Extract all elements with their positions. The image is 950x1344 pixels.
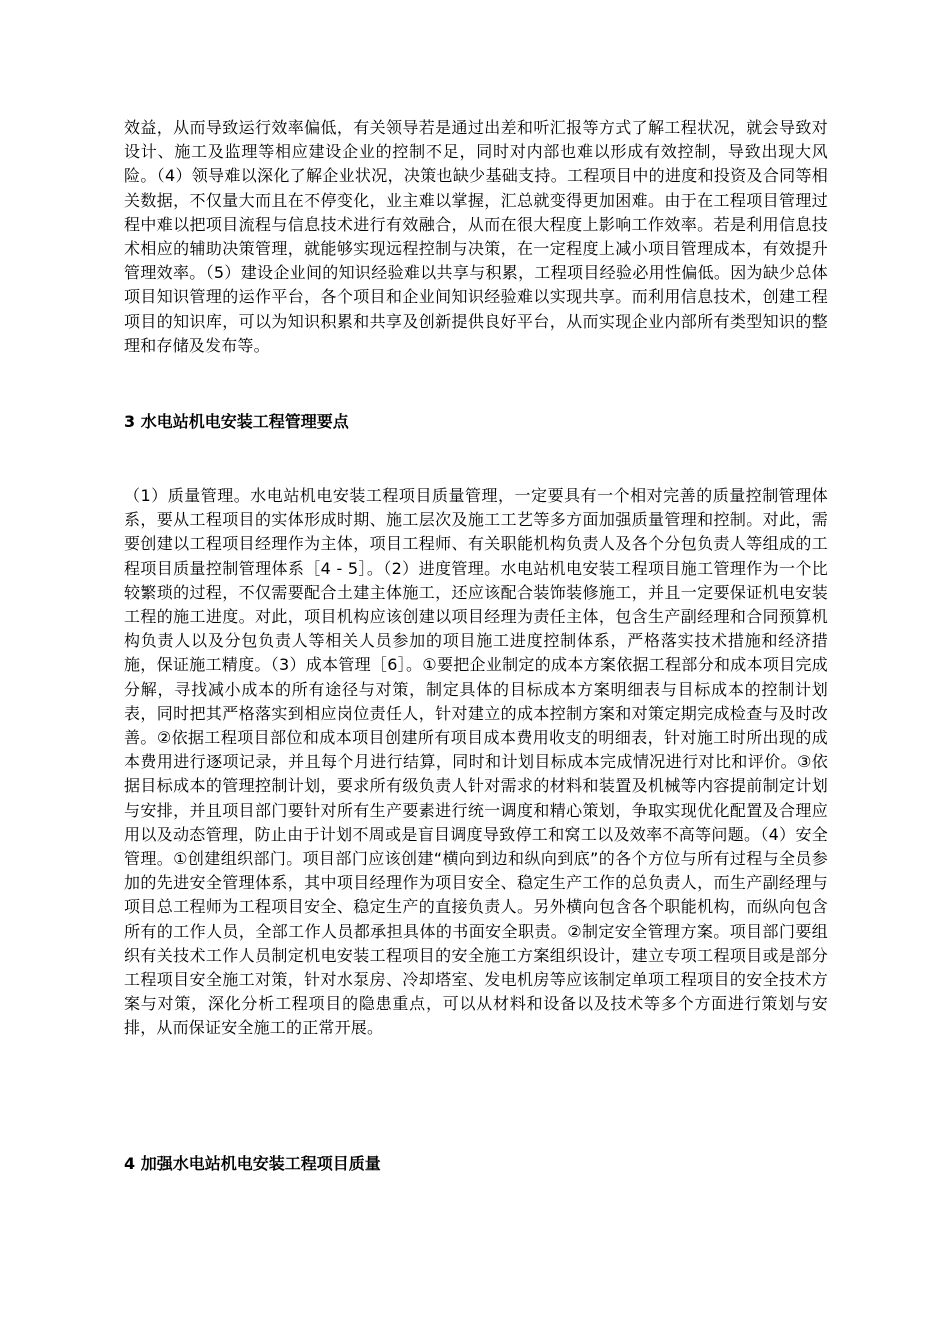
intro-paragraph: 效益，从而导致运行效率偏低，有关领导若是通过出差和听汇报等方式了解工程状况，就会导致对设计、施工及监理等相应建设企业的控制不足，同时对内部也难以形成有效控制，导致出现大风险。（4）领导难以深化了解企业状况，决策也缺少基础支持。工程项目中的进度和投资及合同等相关数据，不仅量大而且在不停变化，业主难以掌握，汇总就变得更加困难。由于在工程项目管理过程中难以把项目流程与信息技术进行有效融合，从而在很大程度上影响工作效率。若是利用信息技术相应的辅助决策管理，就能够实现远程控制与决策，在一定程度上减小项目管理成本，有效提升管理效率。（5）建设企业间的知识经验难以共享与积累，工程项目经验必用性偏低。因为缺少总体项目知识管理的运作平台，各个项目和企业间知识经验难以实现共享。而利用信息技术，创建工程项目的知识库，可以为知识积累和共享及创新提供良好平台，从而实现企业内部所有类型知识的整理和存储及发布等。	[124, 118, 828, 355]
section-3-heading: 3 水电站机电安装工程管理要点	[124, 412, 349, 431]
section-3-paragraph: （1）质量管理。水电站机电安装工程项目质量管理，一定要具有一个相对完善的质量控制管理体系，要从工程项目的实体形成时期、施工层次及施工工艺等多方面加强质量管理和控制。对此，需要创建以工程项目经理作为主体，项目工程师、有关职能机构负责人及各个分包负责人等组成的工程项目质量控制管理体系［4 - 5］。（2）进度管理。水电站机电安装工程项目施工管理作为一个比较繁琐的过程，不仅需要配合土建主体施工，还应该配合装饰装修施工，并且一定要保证机电安装工程的施工进度。对此，项目机构应该创建以项目经理为责任主体，包含生产副经理和合同预算机构负责人以及分包负责人等相关人员参加的项目施工进度控制体系，严格落实技术措施和经济措施，保证施工精度。（3）成本管理［6］。①要把企业制定的成本方案依据工程部分和成本项目完成分解，寻找减小成本的所有途径与对策，制定具体的目标成本方案明细表与目标成本的控制计划表，同时把其严格落实到相应岗位责任人，针对建立的成本控制方案和对策定期完成检查与及时改善。②依据工程项目部位和成本项目创建所有项目成本费用收支的明细表，针对施工时所出现的成本费用进行逐项记录，并且每个月进行结算，同时和计划目标成本完成情况进行对比和评价。③依据目标成本的管理控制计划，要求所有级负责人针对需求的材料和装置及机械等内容提前制定计划与安排，并且项目部门要针对所有生产要素进行统一调度和精心策划，争取实现优化配置及合理应用以及动态管理，防止由于计划不周或是盲目调度导致停工和窝工以及效率不高等问题。（4）安全管理。①创建组织部门。项目部门应该创建“横向到边和纵向到底”的各个方位与所有过程与全员参加的先进安全管理体系，其中项目经理作为项目安全、稳定生产工作的总负责人，而生产副经理与项目总工程师为工程项目安全、稳定生产的直接负责人。另外横向包含各个职能机构，而纵向包含所有的工作人员，全部工作人员都承担具体的书面安全职责。②制定安全管理方案。项目部门要组织有关技术工作人员制定机电安装工程项目的安全施工方案组织设计，建立专项工程项目或是部分工程项目安全施工对策，针对水泵房、冷却塔室、发电机房等应该制定单项工程项目的安全技术方案与对策，深化分析工程项目的隐患重点，可以从材料和设备以及技术等多个方面进行策划与安排，从而保证安全施工的正常开展。	[124, 486, 828, 1038]
section-4-heading: 4 加强水电站机电安装工程项目质量	[124, 1154, 381, 1173]
